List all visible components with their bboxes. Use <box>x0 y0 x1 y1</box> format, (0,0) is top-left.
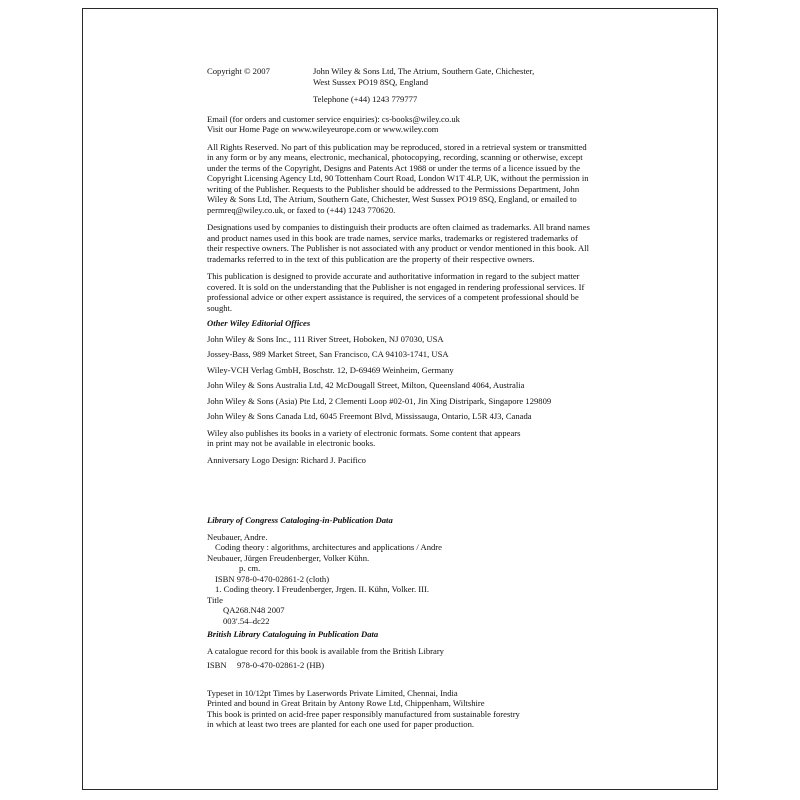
production-block <box>207 688 727 730</box>
loc-line: p. cm. <box>239 563 261 573</box>
british-library-record: A catalogue record for this book is available from the British Library <box>207 645 444 656</box>
british-library-block <box>207 629 727 671</box>
offices-heading: Other Wiley Editorial Offices <box>207 318 311 328</box>
loc-line: 003′.54–dc22 <box>223 615 270 626</box>
british-isbn-row <box>207 660 727 671</box>
text-line: sought. <box>207 302 233 313</box>
contact-block <box>207 114 727 135</box>
text-line: Copyright Licensing Agency Ltd, 90 Tottenham Court Road, London W1T 4LP, UK, without the permission in <box>207 173 589 183</box>
text-line: under the terms of the Copyright, Designs and Patents Act 1988 or under the terms of a licence issued by the <box>207 162 581 173</box>
loc-line: QA268.N48 2007 <box>223 605 285 615</box>
loc-line: Coding theory : algorithms, architectures and applications / Andre <box>215 542 442 552</box>
text-line: in any form or by any means, electronic, mechanical, photocopying, recording, scanning or otherwise, except <box>207 152 583 162</box>
text-line: their respective owners. The Publisher is not associated with any product or vendor mentioned in this book. All <box>207 243 589 253</box>
email-line: Email (for orders and customer service enquiries): cs-books@wiley.co.uk <box>207 113 460 124</box>
loc-line: Neubauer, Andre. <box>207 531 268 542</box>
loc-block <box>207 515 727 626</box>
isbn-label: ISBN <box>207 660 227 670</box>
address-line: John Wiley & Sons Ltd, The Atrium, Southern Gate, Chichester, <box>313 66 535 76</box>
offices-block <box>207 318 727 422</box>
publisher-address <box>313 66 727 105</box>
office-item: John Wiley & Sons Inc., 111 River Street, Hoboken, NJ 07030, USA <box>207 333 444 344</box>
loc-line: Neubauer, Jürgen Freudenberger, Volker Kühn. <box>207 552 370 563</box>
address-line: West Sussex PO19 8SQ, England <box>313 76 429 87</box>
office-item: Jossey-Bass, 989 Market Street, San Francisco, CA 94103-1741, USA <box>207 349 449 359</box>
loc-line: Title <box>207 594 223 605</box>
disclaimer-paragraph <box>207 271 727 313</box>
copyright-page-content <box>207 66 727 730</box>
text-line: in print may not be available in electronic books. <box>207 438 376 448</box>
text-line: Designations used by companies to distinguish their products are often claimed as trademarks. All brand names <box>207 222 590 232</box>
text-line: All Rights Reserved. No part of this publication may be reproduced, stored in a retrieval system or transmitted <box>207 141 587 152</box>
copyright-block <box>207 66 727 105</box>
text-line: writing of the Publisher. Requests to the Publisher should be addressed to the Permissions Department, John <box>207 183 580 194</box>
logo-credit: Anniversary Logo Design: Richard J. Pacifico <box>207 454 366 465</box>
british-library-heading: British Library Cataloguing in Publication Data <box>207 629 379 639</box>
office-item: John Wiley & Sons (Asia) Pte Ltd, 2 Clementi Loop #02-01, Jin Xing Distripark, Singapore 129809 <box>207 395 552 406</box>
text-line: Printed and bound in Great Britain by Antony Rowe Ltd, Chippenham, Wiltshire <box>207 698 485 708</box>
document-page <box>82 8 718 790</box>
office-item: John Wiley & Sons Canada Ltd, 6045 Freemont Blvd, Mississauga, Ontario, L5R 4J3, Canada <box>207 411 532 421</box>
text-line: This publication is designed to provide accurate and authoritative information in regard to the subject matter <box>207 271 580 281</box>
loc-line: ISBN 978-0-470-02861-2 (cloth) <box>215 573 330 584</box>
electronic-formats-paragraph <box>207 428 727 449</box>
rights-paragraph <box>207 142 727 216</box>
text-line: This book is printed on acid-free paper responsibly manufactured from sustainable forestry <box>207 708 520 719</box>
isbn-value: 978-0-470-02861-2 (HB) <box>237 660 325 670</box>
office-item: Wiley-VCH Verlag GmbH, Boschstr. 12, D-69469 Weinheim, Germany <box>207 364 454 375</box>
homepage-line: Visit our Home Page on www.wileyeurope.com or www.wiley.com <box>207 124 439 134</box>
loc-line: 1. Coding theory. I Freudenberger, Jrgen. II. Kühn, Volker. III. <box>215 584 429 594</box>
text-line: Wiley also publishes its books in a variety of electronic formats. Some content that appears <box>207 427 521 438</box>
text-line: permreq@wiley.co.uk, or faxed to (+44) 1243 770620. <box>207 204 396 215</box>
trademarks-paragraph <box>207 222 727 264</box>
text-line: professional advice or other expert assistance is required, the services of a competent professional should be <box>207 292 579 302</box>
text-line: and product names used in this book are trade names, service marks, trademarks or registered trademarks of <box>207 232 578 243</box>
telephone: Telephone (+44) 1243 779777 <box>313 94 418 104</box>
text-line: Wiley & Sons Ltd, The Atrium, Southern Gate, Chichester, West Sussex PO19 8SQ, England, or emailed to <box>207 194 577 204</box>
text-line: trademarks referred to in the text of this publication are the property of their respective owners. <box>207 253 535 264</box>
loc-heading: Library of Congress Cataloging-in-Publication Data <box>207 515 393 525</box>
text-line: covered. It is sold on the understanding that the Publisher is not engaged in rendering professional services. If <box>207 281 585 292</box>
office-item: John Wiley & Sons Australia Ltd, 42 McDougall Street, Milton, Queensland 4064, Australia <box>207 380 525 390</box>
copyright-label: Copyright © 2007 <box>207 66 270 76</box>
text-line: Typeset in 10/12pt Times by Laserwords Private Limited, Chennai, India <box>207 687 458 698</box>
text-line: in which at least two trees are planted for each one used for paper production. <box>207 719 475 729</box>
